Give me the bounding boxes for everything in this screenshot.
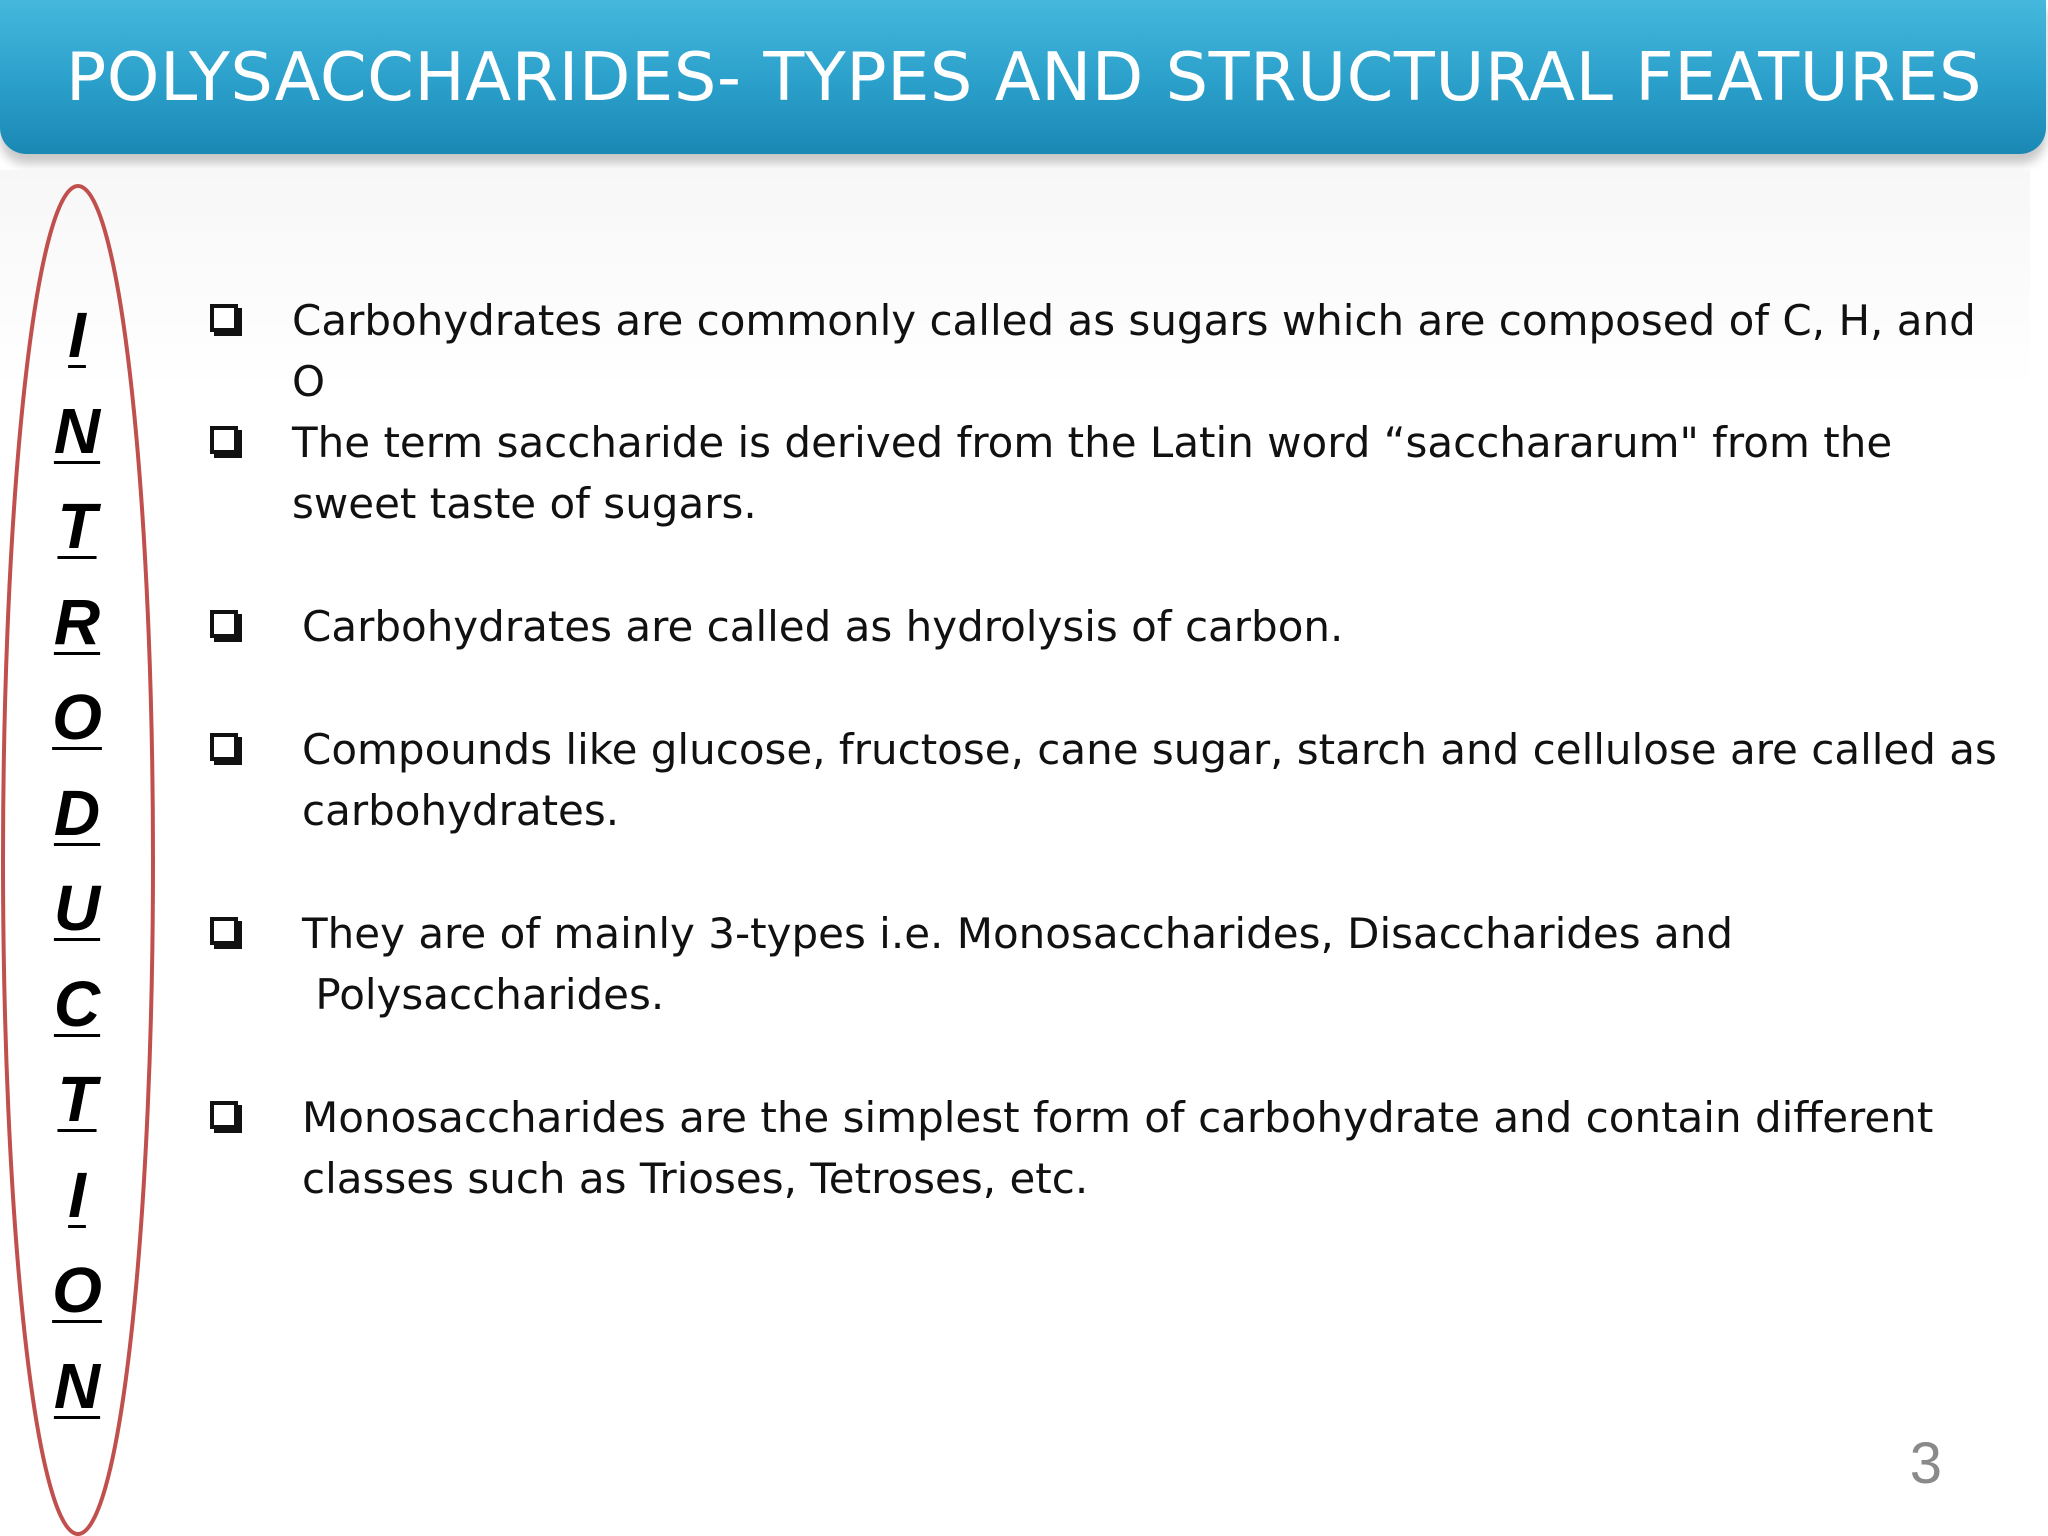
bullet-text: They are of mainly 3-types i.e. Monosaccharides, Disaccharides and Polysaccharides. <box>302 909 1734 1019</box>
bullet-text: Carbohydrates are commonly called as sugars which are composed of C, H, and O <box>292 296 1990 406</box>
checkbox-bullet-icon <box>210 610 238 638</box>
vertical-letter: N <box>53 394 101 467</box>
bullet-text: Monosaccharides are the simplest form of carbohydrate and contain different classes such as Trioses, Tetroses, etc. <box>302 1093 1934 1203</box>
page-number: 3 <box>1909 1431 1942 1496</box>
slide-title: POLYSACCHARIDES- TYPES AND STRUCTURAL FEATURES <box>65 38 1983 116</box>
vertical-letter: N <box>53 1349 101 1422</box>
bullet-text: Carbohydrates are called as hydrolysis of carbon. <box>302 602 1344 651</box>
bullet-item <box>210 903 2010 1025</box>
vertical-letter: U <box>53 872 101 944</box>
checkbox-bullet-icon <box>210 917 238 945</box>
bullet-item <box>210 596 2010 657</box>
vertical-introduction-word <box>40 296 114 1442</box>
vertical-letter: I <box>68 299 86 371</box>
vertical-letter: D <box>53 776 101 849</box>
bullet-item <box>210 290 2010 412</box>
vertical-letter: O <box>52 681 102 753</box>
bullet-item <box>210 719 2010 841</box>
bullet-text: Compounds like glucose, fructose, cane sugar, starch and cellulose are called as carbohydrates. <box>302 725 1997 835</box>
vertical-letter: T <box>57 490 97 562</box>
vertical-letter: R <box>53 585 101 658</box>
checkbox-bullet-icon <box>210 733 238 761</box>
vertical-letter: O <box>52 1254 102 1326</box>
bullet-item <box>210 412 2010 534</box>
bullet-item <box>210 1087 2010 1209</box>
bullet-text: The term saccharide is derived from the Latin word “sacchararum" from the sweet taste of sugars. <box>292 418 1893 528</box>
checkbox-bullet-icon <box>210 304 238 332</box>
checkbox-bullet-icon <box>210 1101 238 1129</box>
checkbox-bullet-icon <box>210 426 238 454</box>
vertical-letter: I <box>68 1158 86 1231</box>
vertical-letter: C <box>53 967 101 1040</box>
vertical-letter: T <box>57 1063 97 1135</box>
